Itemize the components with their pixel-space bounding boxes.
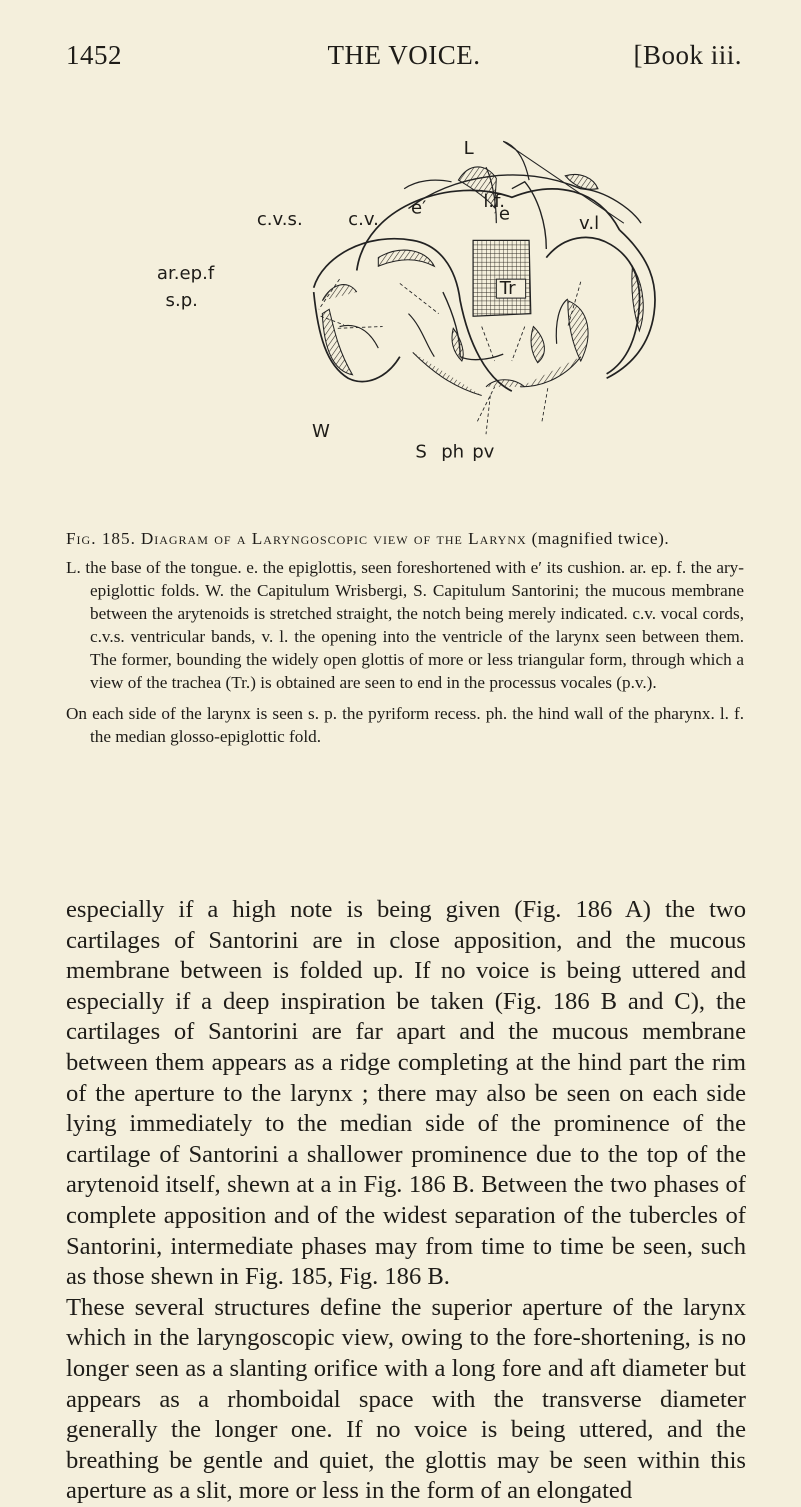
caption-paragraph-1: L. the base of the tongue. e. the epiglottis, seen foreshortened with e′ its cushion. ar. ep. f. the ary-epiglottic folds. W. the Capitulum Wrisbergi, S. Capitulum Santorini; the mucous membrane between the arytenoids is stretched straight, the notch being merely indicated. c.v. vocal cords, c.v.s. ventricular bands, v. l. the opening into the ventricle of the larynx seen between them. The former, bounding the widely open glottis of more or less triangular form, through which a view of the trachea (Tr.) is obtained are seen to end in the processus vocales (p.v.). (66, 558, 744, 692)
caption-title-tail: (magnified twice). (531, 529, 670, 548)
label-s: S (415, 441, 427, 463)
label-pv: pv (472, 441, 495, 463)
label-w: W (311, 420, 330, 442)
label-vl: v.l (579, 213, 600, 235)
running-header (66, 40, 742, 80)
label-tongue-base: L (463, 138, 474, 160)
label-trachea: Tr (499, 277, 516, 299)
label-lf: l.f. (483, 190, 505, 212)
larynx-illustration (150, 100, 710, 510)
label-cvs: c.v.s. (256, 208, 303, 230)
caption-title-text: Diagram of a Laryngoscopic view of the Larynx (140, 529, 527, 548)
body-paragraph-1: especially if a high note is being given (Fig. 186 A) the two cartilages of Santorini are in close apposition, and the mucous membrane between is folded up. If no voice is being uttered and especially if a deep inspiration be taken (Fig. 186 B and C), the cartilages of Santorini are far apart and the mucous membrane between them appears as a ridge completing at the hind part the rim of the aperture to the larynx ; there may also be seen on each side lying immediately to the median side of the prominence of the cartilage of Santorini a shallower prominence due to the top of the arytenoid itself, shewn at a in Fig. 186 B. Between the two phases of complete apposition and of the widest separation of the tubercles of Santorini, intermediate phases may from time to time be seen, such as those shewn in Fig. 185, Fig. 186 B. (66, 896, 746, 1291)
label-e-prime: e′ (411, 197, 427, 219)
caption-fig-number: Fig. 185. (66, 529, 136, 548)
caption-title (66, 527, 744, 550)
label-epiglottis: e (498, 203, 511, 225)
larynx-diagram (150, 100, 710, 510)
book-marker: [Book iii. (633, 40, 742, 70)
label-sp: s.p. (165, 289, 198, 311)
body-text (66, 895, 746, 1507)
page-number: 1452 (66, 40, 122, 70)
caption-paragraph-2: On each side of the larynx is seen s. p. the pyriform recess. ph. the hind wall of the pharynx. l. f. the median glosso-epiglottic fold. (66, 704, 744, 746)
label-arepf: ar.ep.f (156, 263, 215, 285)
body-paragraph-2: These several structures define the superior aperture of the larynx which in the laryngoscopic view, owing to the fore-shortening, is no longer seen as a slanting orifice with a long fore and aft diameter but appears as a rhomboidal space with the transverse diameter generally the longer one. If no voice is being uttered, and the breathing be gentle and quiet, the glottis may be seen within this aperture as a slit, more or less in the form of an elongated (66, 1293, 746, 1505)
right-aryepiglottic-fold (520, 230, 655, 387)
label-cv: c.v. (348, 208, 379, 230)
running-title: THE VOICE. (327, 40, 481, 70)
figure-caption (66, 527, 744, 756)
label-ph: ph (441, 441, 465, 463)
